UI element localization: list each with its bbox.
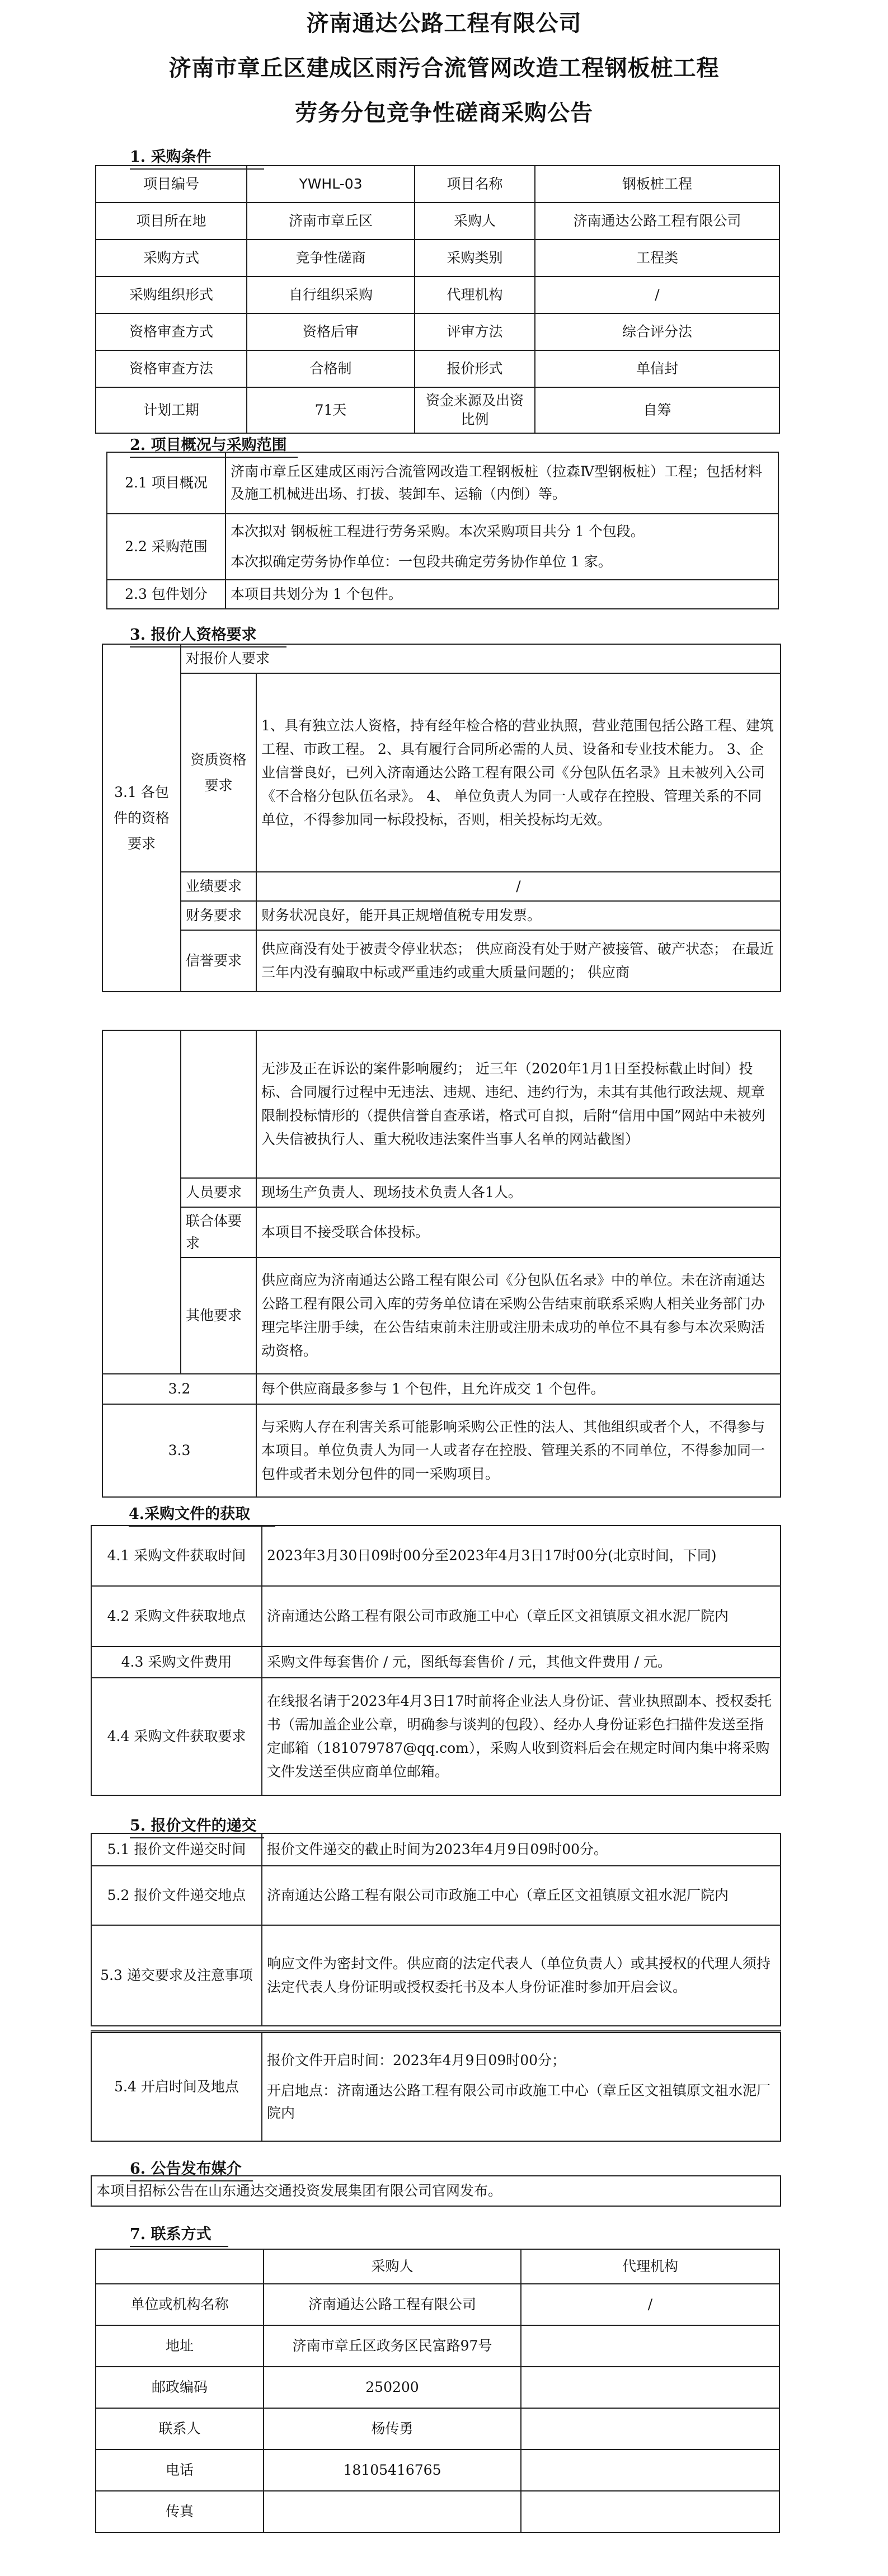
table-row [91, 1678, 781, 1795]
cell-value: 响应文件为密封文件。供应商的法定代表人（单位负责人）或其授权的代理人须持法定代表人身份证明或授权委托书及本人身份证准时参加开启会议。 [262, 1925, 781, 2026]
table-row [102, 930, 781, 992]
announcement-subtitle: 劳务分包竞争性磋商采购公告 [295, 100, 593, 126]
section-heading-3: 3. 报价人资格要求 [130, 622, 257, 644]
cell-value: 济南市章丘区建成区雨污合流管网改造工程钢板桩（拉森Ⅳ型钢板桩）工程；包括材料及施工机械进出场、打拔、装卸车、运输（内倒）等。 [225, 452, 778, 514]
cell-label: 计划工期 [96, 387, 247, 433]
column-header-agent: 代理机构 [521, 2249, 779, 2284]
table-row [91, 1646, 781, 1678]
table-row [96, 2325, 779, 2367]
cell-value: 竞争性磋商 [247, 240, 415, 276]
cell-label: 4.4 采购文件获取要求 [91, 1678, 262, 1795]
table-row [91, 1526, 781, 1586]
cell-value: 财务状况良好，能开具正规增值税专用发票。 [256, 901, 781, 930]
table-row [96, 240, 779, 276]
section-heading-5: 5. 报价文件的递交 [130, 1813, 257, 1835]
cell-label: 采购类别 [415, 240, 535, 276]
table-row [96, 387, 779, 433]
cell-label: 联合体要求 [181, 1207, 256, 1257]
cell-value: 报价文件递交的截止时间为2023年4月9日09时00分。 [262, 1833, 781, 1866]
cell-label: 4.2 采购文件获取地点 [91, 1586, 262, 1646]
cell-value [521, 2450, 779, 2491]
section-heading-1: 1. 采购条件 [130, 144, 212, 166]
cell-label-continued [181, 1030, 256, 1178]
cell-label: 5.2 报价文件递交地点 [91, 1866, 262, 1925]
cell-subheader: 对报价人要求 [181, 644, 781, 673]
cell-label: 3.3 [102, 1404, 256, 1497]
cell-label: 采购人 [415, 203, 535, 240]
table-row [91, 1925, 781, 2026]
table-row [96, 313, 779, 350]
table-row [107, 514, 778, 580]
cell-value: 工程类 [535, 240, 779, 276]
table-row [107, 580, 778, 609]
document-acquisition-table [91, 1525, 781, 1796]
cell-value: 济南通达公路工程有限公司 [264, 2284, 521, 2325]
table-row [102, 1030, 781, 1178]
qualification-table-part2 [102, 1030, 781, 1498]
cell-value: 本项目招标公告在山东通达交通投资发展集团有限公司官网发布。 [91, 2176, 781, 2206]
cell-value: 250200 [264, 2367, 521, 2408]
cell-label: 信誉要求 [181, 930, 256, 992]
cell-group-continued [102, 1030, 181, 1374]
table-row [96, 2408, 779, 2450]
cell-label: 资格审查方式 [96, 313, 247, 350]
opening-time: 报价文件开启时间：2023年4月9日09时00分； [267, 2052, 566, 2068]
scope-line-2: 本次拟确定劳务协作单位：一包段共确定劳务协作单位 1 家。 [231, 553, 612, 570]
cell-value: / [535, 276, 779, 313]
cell-value: YWHL-03 [247, 166, 415, 203]
submission-table [91, 1833, 781, 2142]
table-row [91, 1866, 781, 1925]
cell-value: 现场生产负责人、现场技术负责人各1人。 [256, 1178, 781, 1207]
cell-label: 3.2 [102, 1374, 256, 1404]
cell-value: 1、具有独立法人资格，持有经年检合格的营业执照，营业范围包括公路工程、建筑工程、市政工程。 2、具有履行合同所必需的人员、设备和专业技术能力。 3、企业信誉良好，已列入济南通达公路工程有限公司《分包队伍名录》且未被列入公司《不合格分包队伍名录》。 4、 单位负责人为同一人或存在控股、管理关系的不同单位，不得参加同一标段投标，否则，相关投标均无效。 [256, 673, 781, 872]
cell-empty [96, 2249, 264, 2284]
cell-label: 2.3 包件划分 [107, 580, 225, 609]
cell-label: 业绩要求 [181, 872, 256, 901]
cell-label: 5.4 开启时间及地点 [91, 2031, 262, 2141]
column-header-buyer: 采购人 [264, 2249, 521, 2284]
table-row [102, 872, 781, 901]
project-overview-table [106, 452, 779, 609]
table-row [91, 2031, 781, 2141]
opening-place: 开启地点：济南通达公路工程有限公司市政施工中心（章丘区文祖镇原文祖水泥厂院内 [267, 2082, 771, 2121]
cell-value: 采购文件每套售价 / 元，图纸每套售价 / 元，其他文件费用 / 元。 [262, 1646, 781, 1678]
section-heading-6: 6. 公告发布媒介 [130, 2156, 242, 2178]
table-row [96, 2284, 779, 2325]
cell-label: 资金来源及出资比例 [415, 387, 535, 433]
cell-value: 合格制 [247, 350, 415, 387]
contact-table [95, 2249, 780, 2533]
cell-value: 济南通达公路工程有限公司市政施工中心（章丘区文祖镇原文祖水泥厂院内 [262, 1586, 781, 1646]
cell-value: 与采购人存在利害关系可能影响采购公正性的法人、其他组织或者个人，不得参与本项目。单位负责人为同一人或者存在控股、管理关系的不同单位，不得参加同一包件或者未划分包件的同一采购项目。 [256, 1404, 781, 1497]
cell-value: / [521, 2284, 779, 2325]
cell-value: / [256, 872, 781, 901]
company-title: 济南通达公路工程有限公司 [306, 11, 582, 36]
table-row [96, 350, 779, 387]
cell-value: 济南通达公路工程有限公司 [535, 203, 779, 240]
cell-value: 在线报名请于2023年4月3日17时前将企业法人身份证、营业执照副本、授权委托书（需加盖企业公章，明确参与谈判的包段）、经办人身份证彩色扫描件发送至指定邮箱（181079787@qq.com），采购人收到资料后会在规定时间内集中将采购文件发送至供应商单位邮箱。 [262, 1678, 781, 1795]
cell-label: 4.1 采购文件获取时间 [91, 1526, 262, 1586]
table-row [102, 1178, 781, 1207]
table-row [91, 1833, 781, 1866]
cell-value: 资格后审 [247, 313, 415, 350]
table-row [102, 901, 781, 930]
cell-label: 财务要求 [181, 901, 256, 930]
table-row [102, 1257, 781, 1374]
table-row [102, 1374, 781, 1404]
table-row [96, 276, 779, 313]
table-row [102, 644, 781, 673]
cell-label: 单位或机构名称 [96, 2284, 264, 2325]
table-gap [91, 2026, 781, 2031]
procurement-conditions-table [95, 165, 780, 434]
cell-label: 4.3 采购文件费用 [91, 1646, 262, 1678]
cell-value: 钢板桩工程 [535, 166, 779, 203]
cell-label: 传真 [96, 2491, 264, 2532]
cell-value: 本项目不接受联合体投标。 [256, 1207, 781, 1257]
cell-value: 济南市章丘区 [247, 203, 415, 240]
section-heading-7: 7. 联系方式 [130, 2222, 212, 2244]
cell-value: 供应商应为济南通达公路工程有限公司《分包队伍名录》中的单位。未在济南通达公路工程有限公司入库的劳务单位请在采购公告结束前联系采购人相关业务部门办理完毕注册手续，在公告结束前未注册或注册未成功的单位不具有参与本次采购活动资格。 [256, 1257, 781, 1374]
cell-label: 2.2 采购范围 [107, 514, 225, 580]
cell-value: 2023年3月30日09时00分至2023年4月3日17时00分(北京时间，下同) [262, 1526, 781, 1586]
cell-value: 杨传勇 [264, 2408, 521, 2450]
qualification-table-part1 [102, 644, 781, 992]
table-row [91, 1586, 781, 1646]
table-row [102, 1404, 781, 1497]
cell-label: 报价形式 [415, 350, 535, 387]
table-row [96, 2249, 779, 2284]
cell-value: 无涉及正在诉讼的案件影响履约； 近三年（2020年1月1日至投标截止时间）投标、合同履行过程中无违法、违规、违纪、违约行为，未其有其他行政法规、规章限制投标情形的（提供信誉自查承诺，格式可自拟，后附“信用中国”网站中未被列入失信被执行人、重大税收违法案件当事人名单的网站截图） [256, 1030, 781, 1178]
cell-value: 每个供应商最多参与 1 个包件，且允许成交 1 个包件。 [256, 1374, 781, 1404]
scope-line-1: 本次拟对 钢板桩工程进行劳务采购。本次采购项目共分 1 个包段。 [231, 523, 645, 539]
table-gap-row [91, 2026, 781, 2031]
cell-value: 自筹 [535, 387, 779, 433]
cell-value [521, 2325, 779, 2367]
section-heading-4: 4.采购文件的获取 [129, 1502, 250, 1523]
cell-label: 项目名称 [415, 166, 535, 203]
table-row [102, 1207, 781, 1257]
cell-value: 本项目共划分为 1 个包件。 [225, 580, 778, 609]
table-row [96, 2491, 779, 2532]
cell-label: 采购组织形式 [96, 276, 247, 313]
cell-label: 其他要求 [181, 1257, 256, 1374]
cell-label: 2.1 项目概况 [107, 452, 225, 514]
cell-label: 资质资格要求 [181, 673, 256, 872]
cell-label: 5.3 递交要求及注意事项 [91, 1925, 262, 2026]
cell-label: 5.1 报价文件递交时间 [91, 1833, 262, 1866]
cell-label: 邮政编码 [96, 2367, 264, 2408]
cell-value: 济南市章丘区政务区民富路97号 [264, 2325, 521, 2367]
cell-value: 71天 [247, 387, 415, 433]
cell-value: 供应商没有处于被责令停业状态； 供应商没有处于财产被接管、破产状态； 在最近三年内没有骗取中标或严重违约或重大质量问题的； 供应商 [256, 930, 781, 992]
cell-value [262, 2031, 781, 2141]
cell-value [521, 2408, 779, 2450]
table-row [91, 2176, 781, 2206]
table-row [96, 2367, 779, 2408]
cell-label: 电话 [96, 2450, 264, 2491]
cell-value [521, 2491, 779, 2532]
cell-group-label: 3.1 各包件的资格要求 [102, 644, 181, 992]
cell-label: 联系人 [96, 2408, 264, 2450]
table-row [96, 166, 779, 203]
project-title: 济南市章丘区建成区雨污合流管网改造工程钢板桩工程 [168, 55, 720, 81]
section-heading-2: 2. 项目概况与采购范围 [130, 433, 287, 454]
cell-value: 综合评分法 [535, 313, 779, 350]
cell-value [521, 2367, 779, 2408]
cell-label: 资格审查方法 [96, 350, 247, 387]
cell-value [264, 2491, 521, 2532]
cell-value: 18105416765 [264, 2450, 521, 2491]
cell-value: 济南通达公路工程有限公司市政施工中心（章丘区文祖镇原文祖水泥厂院内 [262, 1866, 781, 1925]
table-row [96, 203, 779, 240]
cell-label: 地址 [96, 2325, 264, 2367]
table-row [102, 673, 781, 872]
cell-label: 代理机构 [415, 276, 535, 313]
cell-label: 项目编号 [96, 166, 247, 203]
cell-label: 项目所在地 [96, 203, 247, 240]
cell-label: 评审方法 [415, 313, 535, 350]
cell-value: 自行组织采购 [247, 276, 415, 313]
cell-label: 采购方式 [96, 240, 247, 276]
table-row [96, 2450, 779, 2491]
cell-label: 人员要求 [181, 1178, 256, 1207]
table-row [107, 452, 778, 514]
cell-value: 单信封 [535, 350, 779, 387]
publication-media-table [91, 2175, 781, 2207]
cell-value [225, 514, 778, 580]
